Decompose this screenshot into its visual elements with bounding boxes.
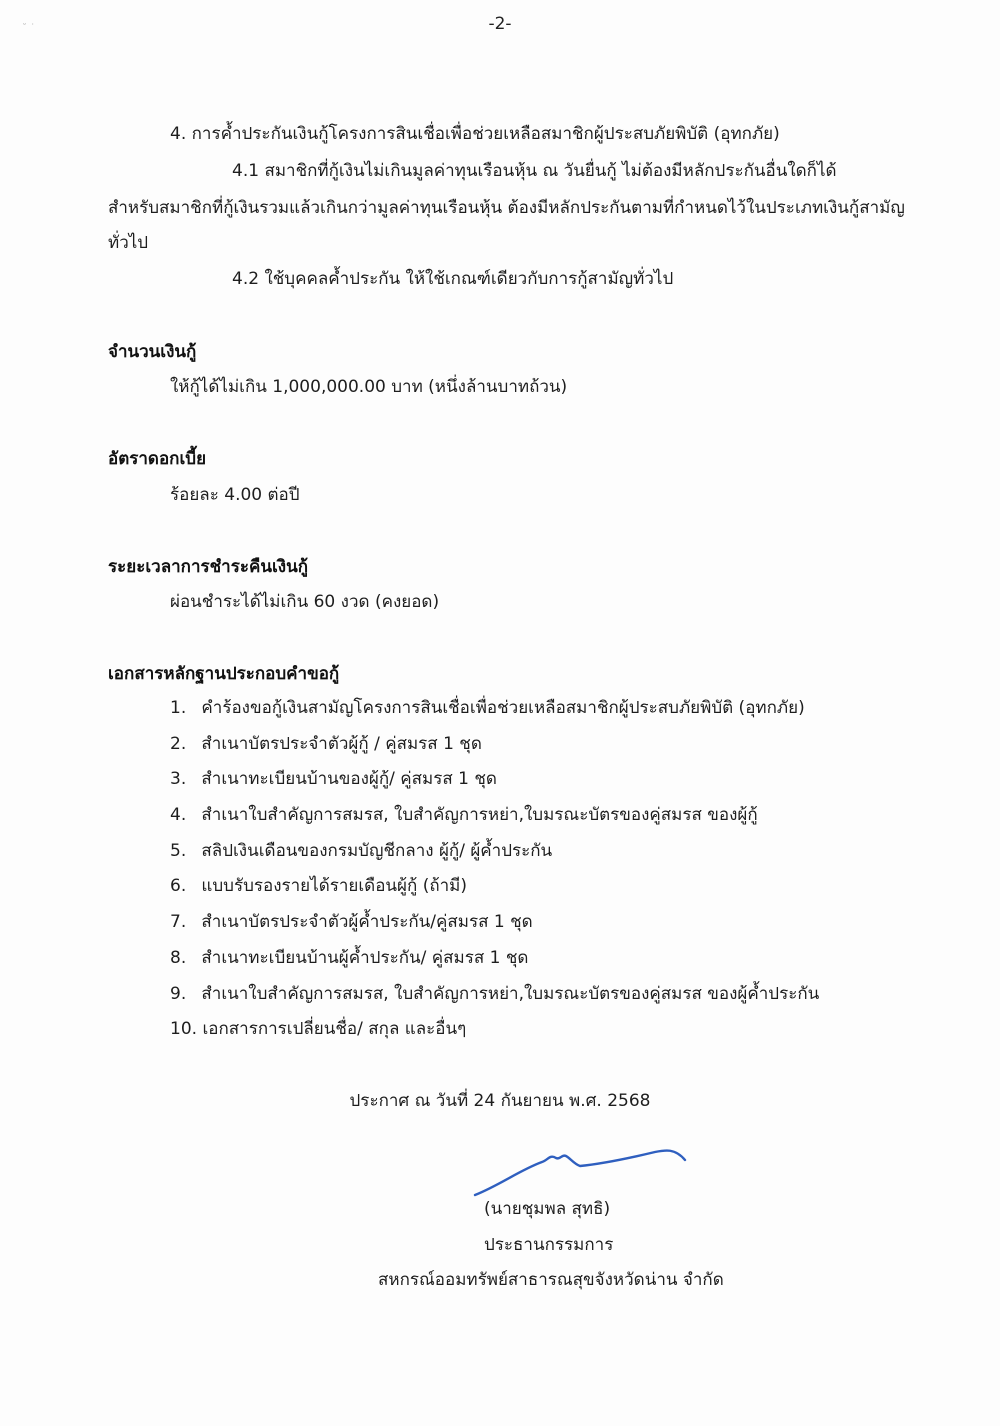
signatory-position: ประธานกรรมการ xyxy=(484,1235,614,1255)
interest-heading: อัตราดอกเบี้ย xyxy=(108,449,207,469)
document-item: 4. สำเนาใบสำคัญการสมรส, ใบสำคัญการหย่า,ใบมรณะบัตรของคู่สมรส ของผู้กู้ xyxy=(170,805,758,826)
document-item: 2. สำเนาบัตรประจำตัวผู้กู้ / คู่สมรส 1 ชุด xyxy=(170,733,482,754)
repayment-heading: ระยะเวลาการชำระคืนเงินกู้ xyxy=(108,557,309,577)
clause-4-2: 4.2 ใช้บุคคลค้ำประกัน ให้ใช้เกณฑ์เดียวกับการกู้สามัญทั่วไป xyxy=(232,269,674,289)
signatory-name: (นายชุมพล สุทธิ) xyxy=(484,1199,611,1219)
document-item: 9. สำเนาใบสำคัญการสมรส, ใบสำคัญการหย่า,ใบมรณะบัตรของคู่สมรส ของผู้ค้ำประกัน xyxy=(170,983,820,1004)
document-item: 6. แบบรับรองรายได้รายเดือนผู้กู้ (ถ้ามี) xyxy=(170,876,468,897)
loan-amount-heading: จำนวนเงินกู้ xyxy=(108,342,197,362)
interest-text: ร้อยละ 4.00 ต่อปี xyxy=(170,485,300,505)
document-item: 7. สำเนาบัตรประจำตัวผู้ค้ำประกัน/คู่สมรส 1 ชุด xyxy=(170,912,533,933)
scan-artifact: ˘ ˙ xyxy=(22,23,36,34)
documents-heading: เอกสารหลักฐานประกอบคำขอกู้ xyxy=(108,664,340,684)
document-item: 1. คำร้องขอกู้เงินสามัญโครงการสินเชื่อเพื่อช่วยเหลือสมาชิกผู้ประสบภัยพิบัติ (อุทกภัย) xyxy=(170,698,805,718)
loan-amount-text: ให้กู้ได้ไม่เกิน 1,000,000.00 บาท (หนึ่งล้านบาทถ้วน) xyxy=(170,377,568,397)
signatory-organization: สหกรณ์ออมทรัพย์สาธารณสุขจังหวัดน่าน จำกัด xyxy=(378,1270,724,1290)
page-number: -2- xyxy=(488,14,512,34)
clause-4-1-line-1: 4.1 สมาชิกที่กู้เงินไม่เกินมูลค่าทุนเรือนหุ้น ณ วันยื่นกู้ ไม่ต้องมีหลักประกันอื่นใดก็ได้ xyxy=(232,161,837,181)
clause-4-1-line-2: สำหรับสมาชิกที่กู้เงินรวมแล้วเกินกว่ามูลค่าทุนเรือนหุ้น ต้องมีหลักประกันตามที่กำหนดไว้ในประเภทเงินกู้สามัญ xyxy=(108,198,905,218)
section-4-title: 4. การค้ำประกันเงินกู้โครงการสินเชื่อเพื่อช่วยเหลือสมาชิกผู้ประสบภัยพิบัติ (อุทกภัย) xyxy=(170,124,780,144)
repayment-text: ผ่อนชำระได้ไม่เกิน 60 งวด (คงยอด) xyxy=(170,592,440,612)
document-item: 5. สลิปเงินเดือนของกรมบัญชีกลาง ผู้กู้/ ผู้ค้ำประกัน xyxy=(170,840,553,861)
documents-list xyxy=(170,696,819,1053)
handwritten-signature xyxy=(470,1140,690,1200)
clause-4-1-line-3: ทั่วไป xyxy=(108,233,149,253)
announcement-date: ประกาศ ณ วันที่ 24 กันยายน พ.ศ. 2568 xyxy=(349,1091,651,1111)
document-item: 10. เอกสารการเปลี่ยนชื่อ/ สกุล และอื่นๆ xyxy=(170,1019,467,1040)
document-item: 8. สำเนาทะเบียนบ้านผู้ค้ำประกัน/ คู่สมรส 1 ชุด xyxy=(170,947,529,968)
document-item: 3. สำเนาทะเบียนบ้านของผู้กู้/ คู่สมรส 1 ชุด xyxy=(170,769,497,790)
